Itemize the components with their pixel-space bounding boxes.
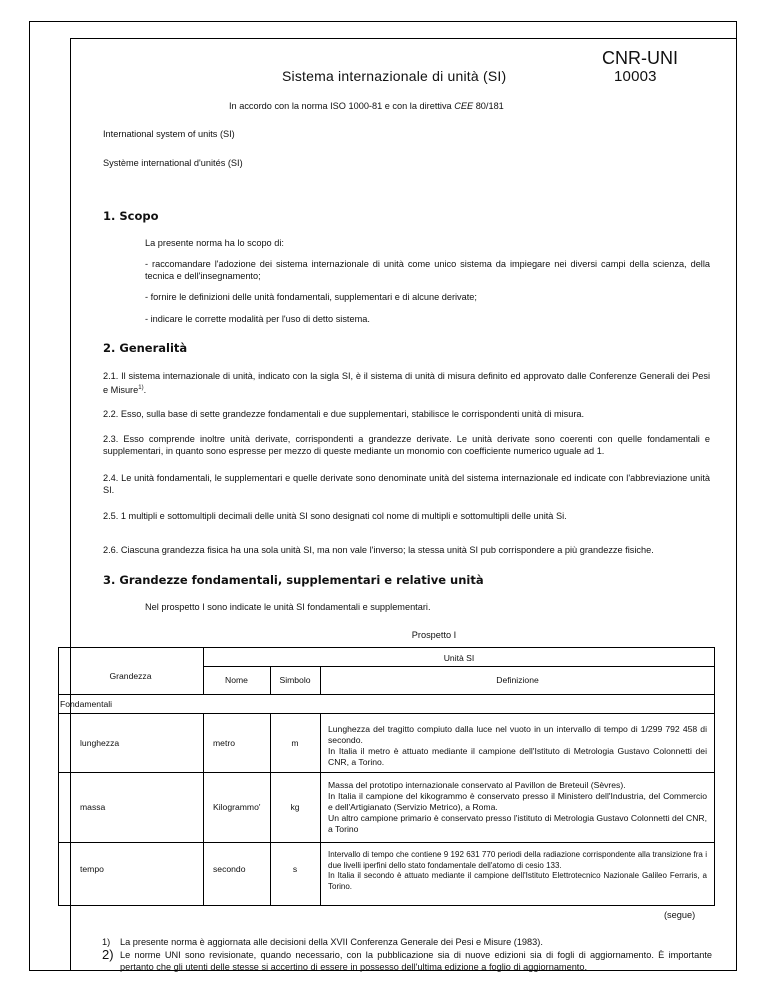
table-header-name: Nome [225,675,248,685]
table-cell-name: metro [213,738,235,748]
section-3-intro: Nel prospetto I sono indicate le unità SI fondamentali e supplementari. [145,602,431,612]
table-row-divider [58,842,715,843]
paragraph-2-4: 2.4. Le unità fondamentali, le supplementari e quelle derivate sono denominate unità del sistema internazionale ed indicate con l'abbreviazione unità SI. [103,473,710,495]
table-caption: Prospetto I [411,630,457,640]
table-header-group: Unità SI [443,653,475,663]
footnote-mark: 1) [102,937,111,947]
table-cell-symbol: s [292,864,298,874]
table-header-quantity: Grandezza [109,671,152,681]
table-cell-name: Kilogrammo' [213,802,261,812]
section-1-item: - indicare le corrette modalità per l'uso di detto sistema. [145,314,370,324]
table-group-label: Fondamentali [60,699,113,709]
paragraph-2-6: 2.6. Ciascuna grandezza fisica ha una sola unità SI, ma non vale l'inverso; la stessa unità SI pub corrispondere a più grandezze fisiche. [103,545,654,555]
table-cell-quantity: massa [80,802,106,812]
section-3-heading: 3. Grandezze fondamentali, supplementari e relative unità [103,573,484,587]
table-col-line [203,713,204,905]
paragraph-2-5: 2.5. 1 multipli e sottomultipli decimali delle unità SI sono designati col nome di multipli e sottomultipli delle unità Si. [103,511,567,521]
continued-note: (segue) [664,910,696,920]
paragraph-2-3: 2.3. Esso comprende inoltre unità derivate, corrispondenti a grandezze derivate. Le unità derivate sono coerenti con quelle fondamentali e supplementari, in quanto sono espresse per mezzo di queste mediante un monomio con coefficiente numerico uguale ad 1. [103,434,710,456]
table-cell-definition: Lunghezza del tragitto compiuto dalla luce nel vuoto in un intervallo di tempo di 1/299 792 458 di secondo. In Italia il metro è attuato mediante il campione dell'Istituto di Metrologia Gustavo Colonnetti dei CNR, a Torino. [328,724,707,767]
table-header-bottom [58,694,715,695]
footnote-mark: 2) [102,947,114,962]
table-cell-quantity: tempo [80,864,104,874]
table-cell-quantity: lunghezza [80,738,120,748]
section-1-intro: La presente norma ha lo scopo di: [145,238,284,248]
left-margin-rule [70,38,71,971]
standard-code: CNR-UNI [602,48,678,68]
section-1-heading: 1. Scopo [103,209,159,223]
paragraph-2-2: 2.2. Esso, sulla base di sette grandezze fondamentali e due supplementari, stabilisce le corrispondenti unità di misura. [103,409,585,419]
footnote-text: Le norme UNI sono revisionate, quando necessario, con la pubblicazione sia di nuove edizioni sia di fogli di aggiornamento. È importante pertanto che gli utenti delle stesse si accertino di essere in possesso dell'ultima edizione a foglio di aggiornamento. [120,950,712,972]
english-title: International system of units (SI) [103,129,235,139]
table-header-definition: Definizione [496,675,539,685]
table-header-symbol: Simbolo [279,675,311,685]
top-margin-rule [70,38,737,39]
section-1-item: - fornire le definizioni delle unità fondamentali, supplementari e di alcune derivate; [145,292,477,302]
french-title: Système international d'unités (SI) [103,158,243,168]
section-1-item: - raccomandare l'adozione dei sistema internazionale di unità come unico sistema da impiegare nei diversi campi della scienza, della tecnica e dell'insegnamento; [145,259,710,281]
table-left-border [58,647,59,905]
section-2-heading: 2. Generalità [103,341,188,355]
table-header-divider [203,666,715,667]
table-cell-definition: Massa del prototipo internazionale conservato al Pavillon de Breteuil (Sèvres). In Italia il campione del kikogrammo è conservato presso il Ministero dell'Industria, del Commercio e dell'Artigianato (Servizio Metrico), a Roma. Un altro campione primario è conservato presso l'istituto di Metrologia Gustavo Colonnetti del CNR, a Torino [328,780,707,834]
table-col-line [320,713,321,905]
document-title: Sistema internazionale di unità (SI) [282,68,507,84]
table-cell-symbol: kg [290,802,300,812]
table-bottom-border [58,905,715,906]
table-cell-symbol: m [291,738,299,748]
footnote-text: La presente norma è aggiornata alle decisioni della XVII Conferenza Generale dei Pesi e Misure (1983). [120,937,543,947]
subtitle: In accordo con la norma ISO 1000-81 e con la direttiva CEE 80/181 [229,101,504,111]
table-group-divider [58,713,715,714]
paragraph-2-1: 2.1. Il sistema internazionale di unità, indicato con la sigla SI, è il sistema di unità di misura definito ed approvato dalle Conferenze Generali dei Pesi e Misure$^{1)}$. [103,371,710,396]
table-cell-definition: Intervallo di tempo che contiene 9 192 631 770 periodi della radiazione corrispondente alla transizione fra i due livelli iperfini dello stato fondamentale dell'atomo di cesio 133. In Italia il secondo è attuato mediante il campione dell'Istituto Elettrotecnico Nazionale Galileo Ferraris, a Torino. [328,850,707,891]
table-top-border [58,647,715,648]
table-cell-name: secondo [213,864,246,874]
table-row-divider [58,772,715,773]
standard-number: 10003 [614,68,657,85]
